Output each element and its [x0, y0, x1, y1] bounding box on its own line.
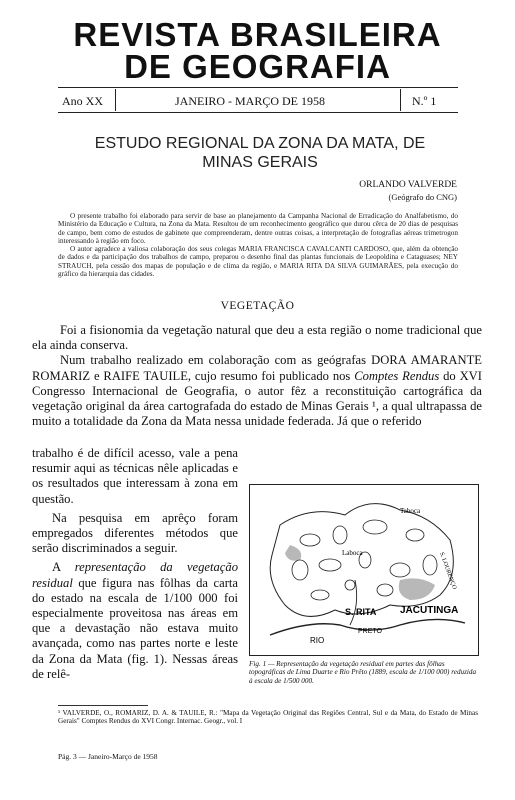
issue-number: N.º 1 — [412, 94, 437, 108]
col-paragraph-1: trabalho é de difícil acesso, vale a pena resumir aqui as técnicas nêle aplicadas e os resultados que interessam à zona em questão. — [32, 446, 238, 506]
patch — [292, 560, 308, 580]
col-paragraph-2: Na pesquisa em aprêço foram empregados diferentes métodos que serão discriminados a seguir. — [32, 510, 238, 556]
patch — [406, 529, 424, 541]
body-left-column — [32, 446, 238, 686]
vegetation-residual-italic: representação da vegetação residual — [32, 560, 238, 590]
patch — [423, 555, 437, 575]
body-paragraph-2 — [32, 353, 482, 429]
map-label-jacutinga: JACUTINGA — [400, 605, 459, 616]
article-title-line2: MINAS GERAIS — [202, 154, 318, 171]
body-paragraph-1: Foi a fisionomia da vegetação natural que deu a esta região o nome tradicional que ela ainda conserva. — [32, 323, 482, 353]
journal-title-line2: DE GEOGRAFIA — [124, 48, 391, 85]
article-title-line1: ESTUDO REGIONAL DA ZONA DA MATA, DE — [94, 135, 426, 152]
map-label-laboca: Laboca — [342, 549, 363, 557]
issue-divider-right — [400, 89, 401, 111]
patch — [377, 584, 393, 596]
body-paragraph-2-part-b: do XVI Congresso Internacional de Geografia, o autor fêz a reconstituição cartográfica da vegetação original da área cartografada do estado de Minas Gerais ¹, a qual ultrapassa de muito a totalidade da Zona da Mata nessa unidade federada. Já que o referido — [32, 368, 482, 429]
author-affiliation: (Geógrafo do CNG) — [388, 192, 457, 202]
issue-rule-top — [58, 87, 458, 88]
body-paragraph-2-part-a: Num trabalho realizado em colaboração com as geógrafas DORA AMARANTE ROMARIZ e RAIFE TAUILE, cujo resumo foi publicado nos — [32, 353, 482, 383]
comptes-rendus-italic: Comptes Rendus — [354, 368, 440, 383]
intro-paragraph-2: O autor agradece a valiosa colaboração dos seus colegas MARIA FRANCISCA CAVALCANTI CARDOSO, que, além da obtenção de dados e da participação dos trabalhos de campo, preparou o desenho final das plantas funcionais de Leopoldina e Cataguases; NEY STRAUCH, pela cessão dos mapas de população e de clima da região, e MARIA RITA DA SILVA GUIMARÃES, pela execução do gráfico da hierarquia das cidades. — [58, 245, 458, 279]
issue-year: Ano XX — [62, 94, 103, 108]
map-label-rio: RIO — [310, 636, 325, 645]
intro-notes — [58, 212, 458, 278]
patch — [311, 590, 329, 600]
issue-divider-left — [115, 89, 116, 111]
patch — [363, 520, 387, 534]
patch — [345, 580, 355, 590]
footnote-rule — [58, 705, 148, 706]
footnote: ¹ VALVERDE, O., ROMARIZ, D. A. & TAUILE, R.: "Mapa da Vegetação Original das Regiões Central, Sul e da Mata, do Estado de Minas Gerais" Comptes Rendus do XVI Congr. Internac. Geogr., vol. I — [58, 709, 478, 726]
author-name: ORLANDO VALVERDE — [359, 180, 457, 190]
col-paragraph-3 — [32, 560, 238, 682]
vegetation-map-figure — [249, 484, 479, 656]
vegetation-map-drawing — [250, 485, 478, 655]
patch — [333, 526, 347, 544]
section-heading: VEGETAÇÃO — [220, 300, 295, 312]
col-paragraph-3-rest: que figura nas fôlhas da carta do estado na escala de 1/100 000 foi especialmente proveitosa nas áreas em que a devastação não estava muito avançada, como nas partes norte e leste da Zona da Mata (fig. 1). Nessas áreas de relê- — [32, 575, 238, 681]
map-label-preto: PRETO — [358, 628, 382, 635]
page-footer: Pág. 3 — Janeiro-Março de 1958 — [58, 752, 158, 761]
body-full-width — [32, 323, 482, 429]
map-label-taboca: Taboca — [400, 507, 421, 515]
figure-caption: Fig. 1 — Representação da vegetação residual em partes das fôlhas topográficas de Lima Duarte e Rio Prêto (1889, escala de 1/100 000) reduzida à escala de 1/500 000. — [249, 660, 477, 685]
intro-paragraph-1: O presente trabalho foi elaborado para servir de base ao planejamento da Campanha Nacional de Erradicação do Analfabetismo, do Ministério da Educação e Cultura, na Zona da Mata. Resultou de um reconhecimento geográfico que durou cêrca de 20 dias de pesquisas de campo, bem como de estudos de gabinete que compreenderam, dentre outras coisas, a interpretação de fotografias aéreas trimetrogon interessando à região em foco. — [58, 212, 458, 245]
forest-area — [285, 545, 301, 561]
journal-title-line1: REVISTA BRASILEIRA — [73, 16, 442, 53]
map-label-sao-lourenco: S. LOURENÇO — [438, 551, 458, 591]
map-label-santa-rita: S. RITA — [345, 607, 377, 617]
col-paragraph-3-lead: A — [52, 560, 61, 575]
issue-date: JANEIRO - MARÇO DE 1958 — [175, 94, 325, 108]
patch — [319, 559, 341, 571]
forest-area — [399, 578, 435, 600]
issue-rule-bottom — [58, 112, 458, 113]
patch — [300, 534, 320, 546]
patch — [390, 563, 410, 577]
